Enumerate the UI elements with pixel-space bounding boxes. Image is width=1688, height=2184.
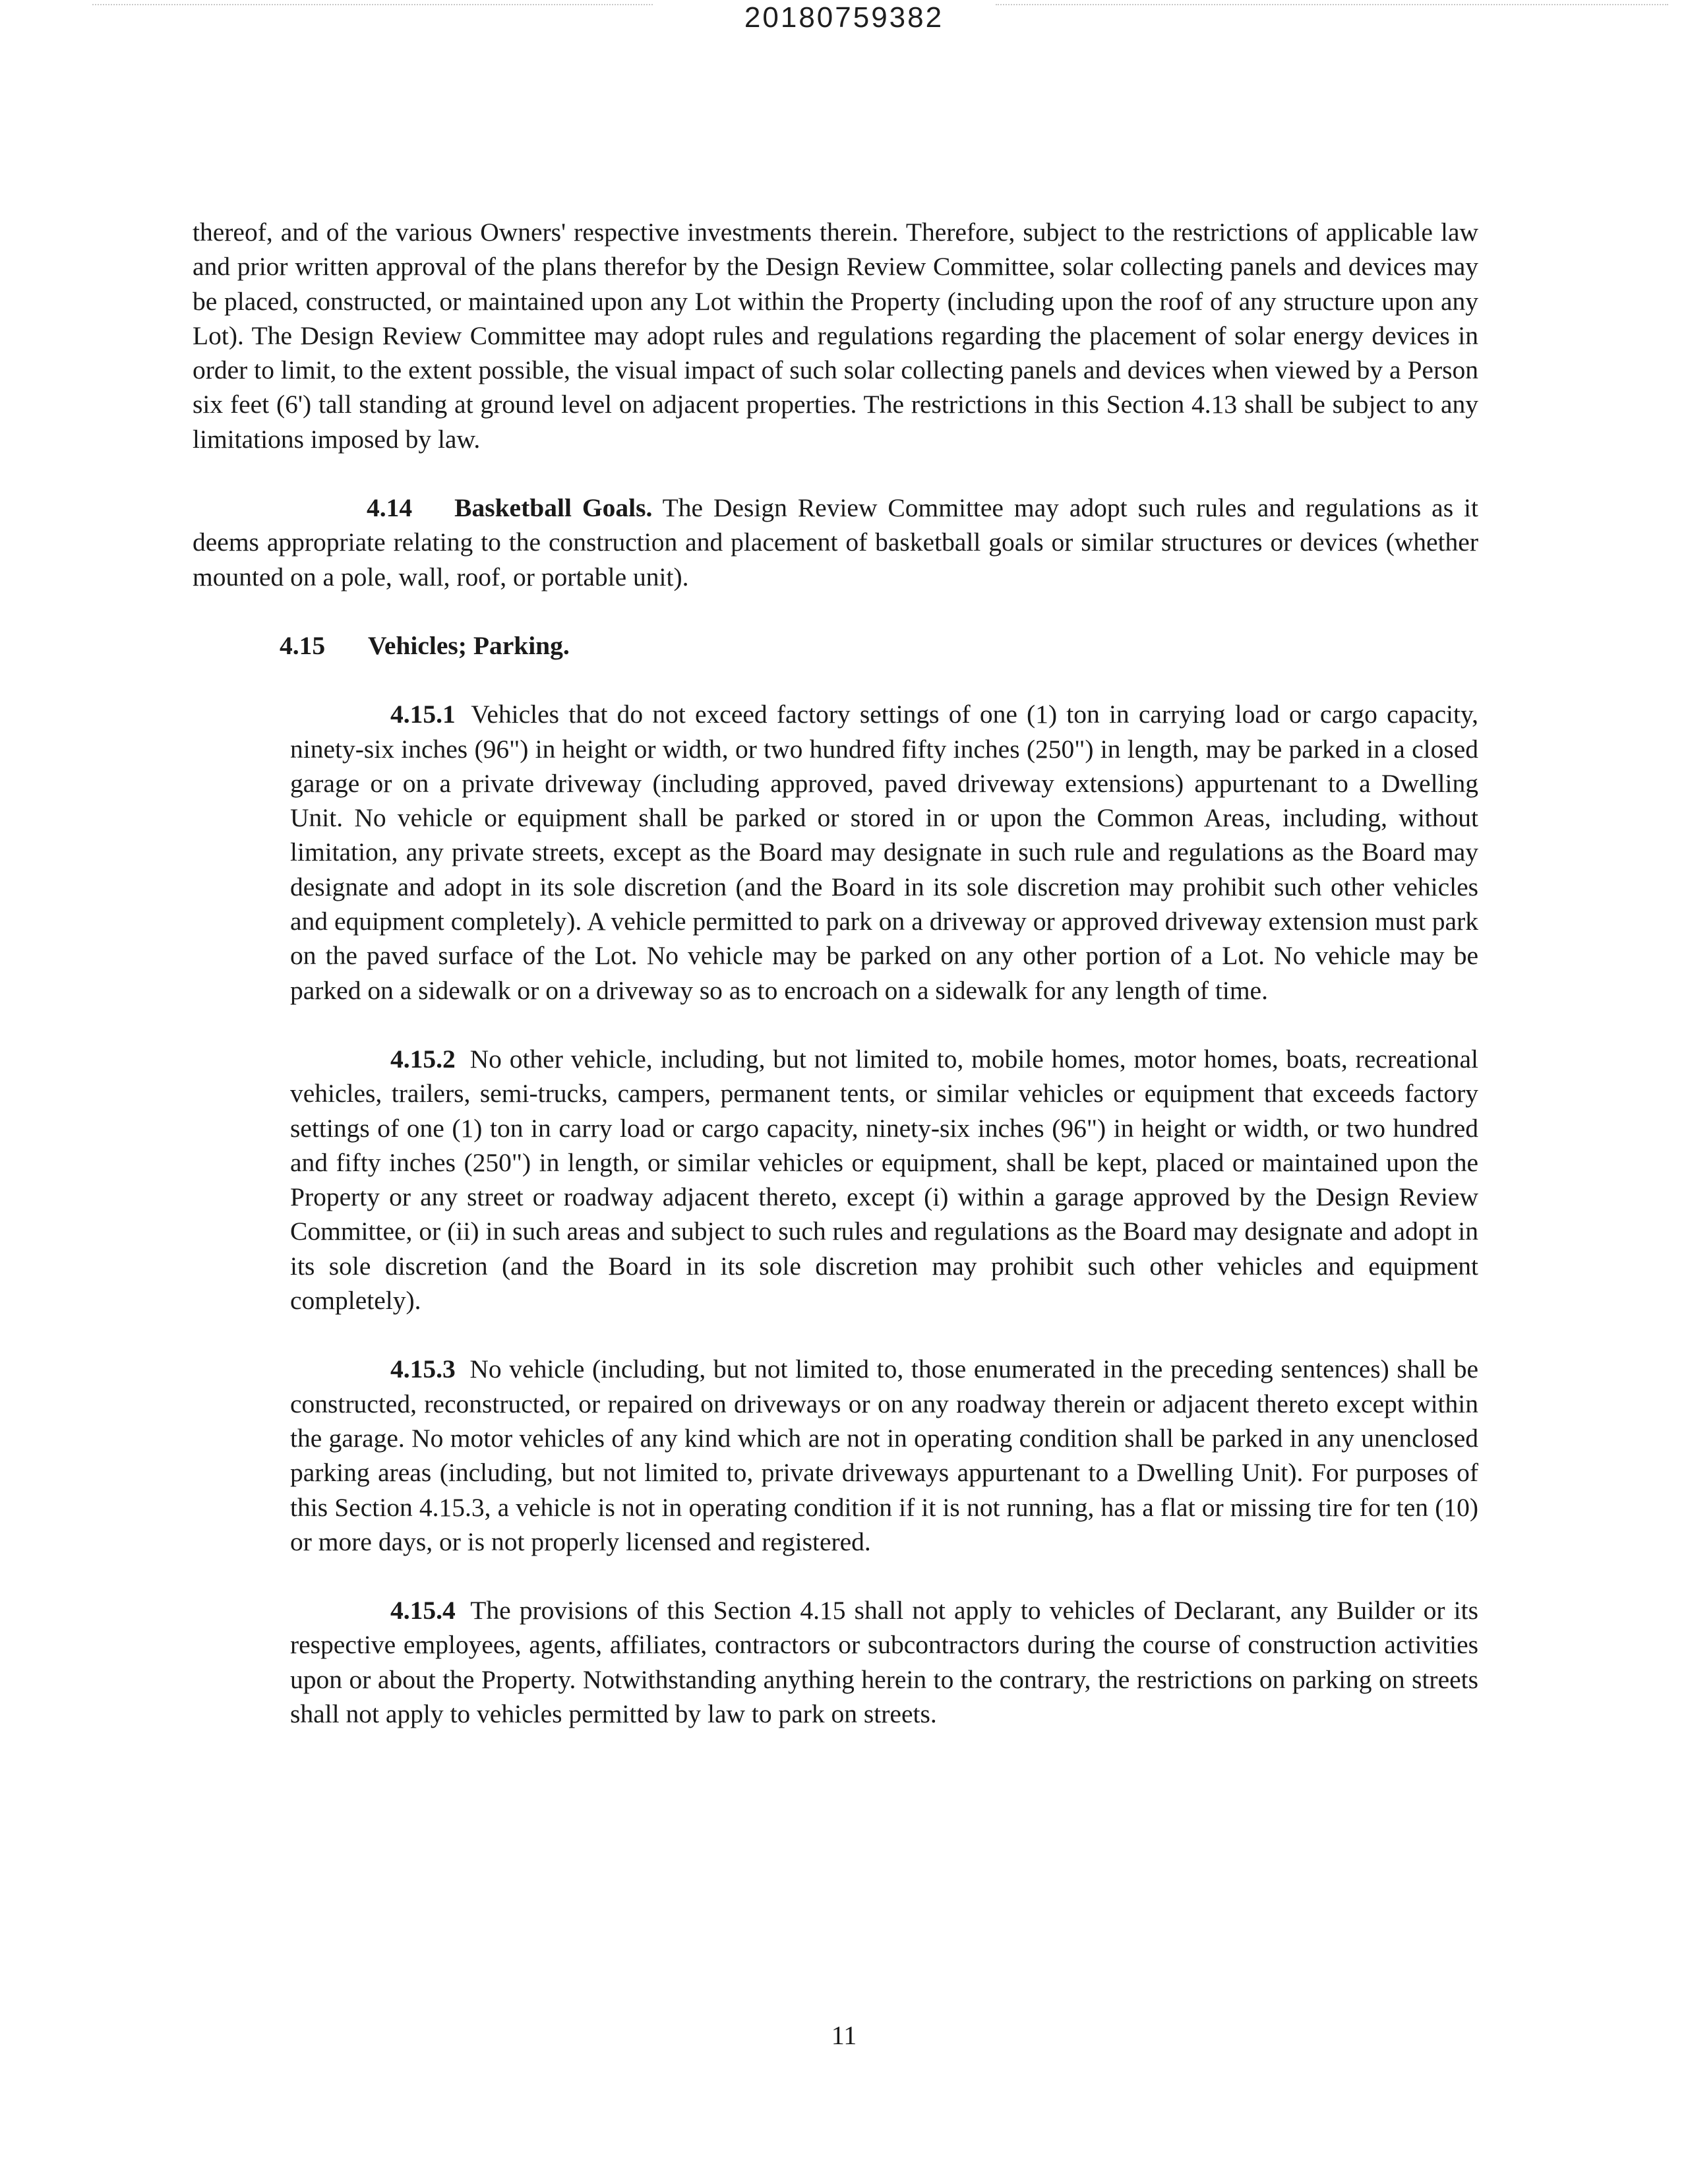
section-4-15: [193, 628, 1478, 663]
section-4-14-text: The Design Review Committee may adopt such rules and regulations as it deems appropriate relating to the construction and placement of basketball goals or similar structures or devices (whether mounted on a pole, wall, roof, or portable unit).: [193, 493, 1478, 592]
section-4-14: [193, 491, 1478, 594]
subsection-4-15-1-number: 4.15.1: [390, 700, 456, 729]
subsection-4-15-1: [290, 697, 1478, 1008]
subsection-4-15-4: [290, 1593, 1478, 1731]
subsection-4-15-1-text: Vehicles that do not exceed factory settings of one (1) ton in carrying load or cargo capacity, ninety-six inches (96") in height or width, or two hundred fifty inches (250") in length, may be parked in a closed garage or on a private driveway (including approved, paved driveway extensions) appurtenant to a Dwelling Unit. No vehicle or equipment shall be parked or stored in or upon the Common Areas, including, without limitation, any private streets, except as the Board may designate in such rule and regulations as the Board may designate and adopt in its sole discretion (and the Board in its sole discretion may prohibit such other vehicles and equipment completely). A vehicle permitted to park on a driveway or approved driveway extension must park on the paved surface of the Lot. No vehicle may be parked on any other portion of a Lot. No vehicle may be parked on a sidewalk or on a driveway so as to encroach on a sidewalk for any length of time.: [290, 700, 1479, 1005]
section-4-14-number: 4.14: [367, 493, 413, 523]
page-number: 11: [831, 2020, 857, 2050]
section-4-14-heading: Basketball Goals.: [454, 493, 653, 523]
document-number: 20180759382: [744, 1, 944, 34]
section-4-15-number: 4.15: [280, 630, 326, 660]
subsection-4-15-2: [290, 1042, 1478, 1318]
subsection-4-15-3-text: No vehicle (including, but not limited to, those enumerated in the preceding sentences) shall be constructed, reconstructed, or repaired on driveways or on any roadway therein or adjacent thereto except within the garage. No motor vehicles of any kind which are not in operating condition shall be parked in any unenclosed parking areas (including, but not limited to, private driveways appurtenant to a Dwelling Unit). For purposes of this Section 4.15.3, a vehicle is not in operating condition if it is not running, has a flat or missing tire for ten (10) or more days, or is not properly licensed and registered.: [290, 1354, 1478, 1556]
subsection-4-15-3-number: 4.15.3: [390, 1354, 456, 1384]
subsection-4-15-4-text: The provisions of this Section 4.15 shall not apply to vehicles of Declarant, any Builder or its respective employees, agents, affiliates, contractors or subcontractors during the course of construction activities upon or about the Property. Notwithstanding anything herein to the contrary, the restrictions on parking on streets shall not apply to vehicles permitted by law to park on streets.: [290, 1596, 1478, 1728]
subsection-4-15-4-number: 4.15.4: [390, 1596, 456, 1625]
subsection-4-15-2-text: No other vehicle, including, but not limited to, mobile homes, motor homes, boats, recreational vehicles, trailers, semi-trucks, campers, permanent tents, or similar vehicles or equipment that exceeds factory settings of one (1) ton in carry load or cargo capacity, ninety-six inches (96") in height or width, or two hundred and fifty inches (250") in length, or similar vehicles or equipment, shall be kept, placed or maintained upon the Property or any street or roadway adjacent thereto, except (i) within a garage approved by the Design Review Committee, or (ii) in such areas and subject to such rules and regulations as the Board may designate and adopt in its sole discretion (and the Board in its sole discretion may prohibit such other vehicles and equipment completely).: [290, 1044, 1478, 1316]
subsection-4-15-3: [290, 1352, 1478, 1559]
document-body: [193, 215, 1478, 1731]
intro-paragraph: thereof, and of the various Owners' respective investments therein. Therefore, subject to the restrictions of applicable law and prior written approval of the plans therefor by the Design Review Committee, solar collecting panels and devices may be placed, constructed, or maintained upon any Lot within the Property (including upon the roof of any structure upon any Lot). The Design Review Committee may adopt rules and regulations regarding the placement of solar energy devices in order to limit, to the extent possible, the visual impact of such solar collecting panels and devices when viewed by a Person six feet (6') tall standing at ground level on adjacent properties. The restrictions in this Section 4.13 shall be subject to any limitations imposed by law.: [193, 218, 1478, 454]
subsection-4-15-2-number: 4.15.2: [390, 1044, 456, 1074]
section-4-15-heading: Vehicles; Parking.: [368, 630, 570, 660]
